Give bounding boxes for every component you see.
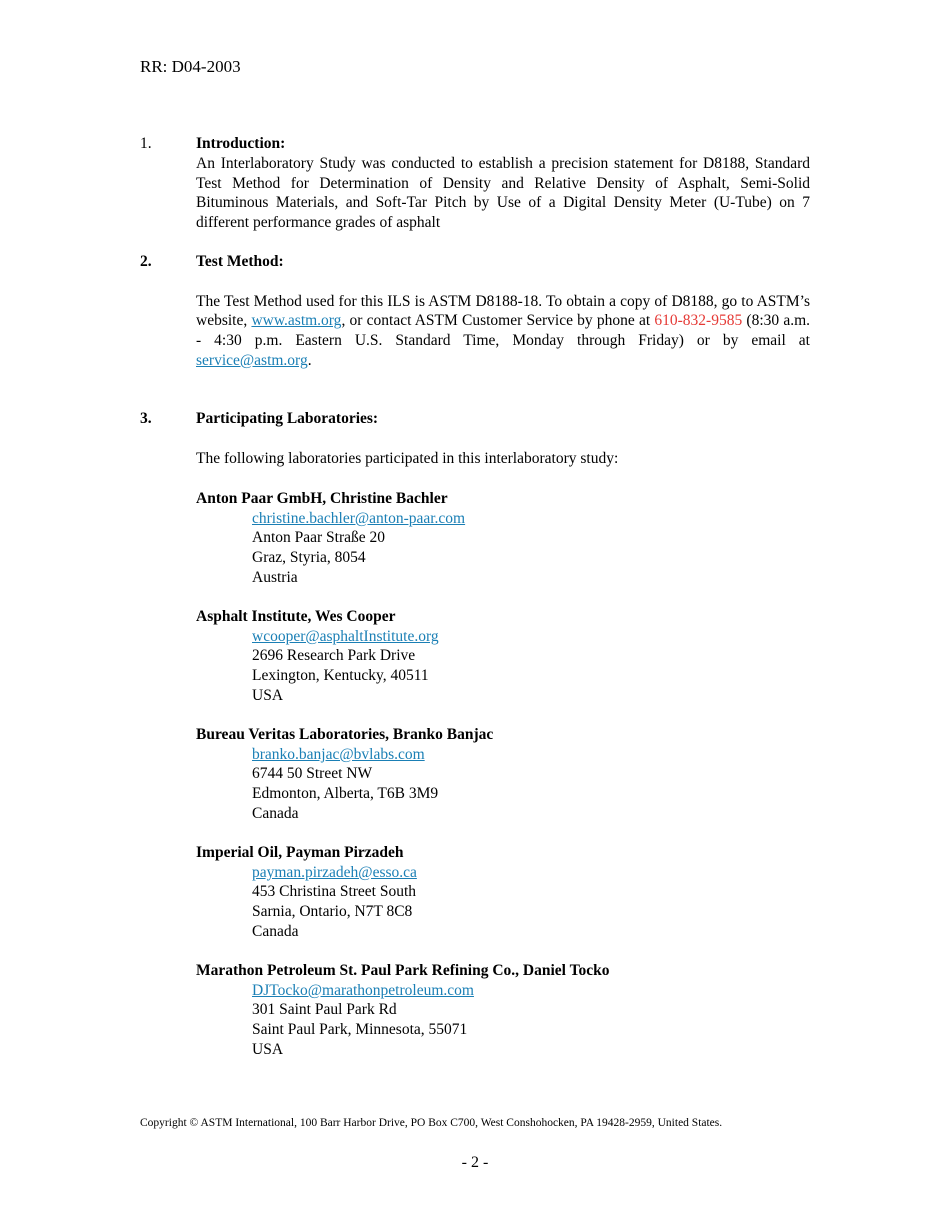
lab-address-line: 6744 50 Street NW (252, 765, 373, 783)
lab-address-line: Canada (252, 804, 299, 822)
lab-address-line: 2696 Research Park Drive (252, 647, 416, 665)
lab-entry (196, 607, 439, 706)
section-text: The Test Method used for this ILS is ASTM D8188-18. To obtain a copy of D8188, go to ASTM’s website, www.astm.org, or contact ASTM Customer Service by phone at 610-832-9585 (8:30 a.m. - 4:30 p.m. Eastern U.S. Standard Time, Monday through Friday) or by email at service@astm.org. (196, 292, 811, 369)
section-test-method (140, 252, 810, 371)
document-header: RR: D04-2003 (140, 57, 241, 76)
lab-address-line: USA (252, 686, 284, 704)
copyright-footer: Copyright © ASTM International, 100 Barr Harbor Drive, PO Box C700, West Conshohocken, PA 19428-2959, United States. (140, 1117, 723, 1129)
lab-address-line: Anton Paar Straße 20 (252, 529, 386, 547)
section-introduction (140, 134, 810, 233)
lab-address-line: Graz, Styria, 8054 (252, 549, 366, 567)
section-participating-labs (140, 409, 810, 468)
lab-address-line: 453 Christina Street South (252, 883, 417, 901)
lab-name: Imperial Oil, Payman Pirzadeh (196, 844, 404, 861)
section-heading: Participating Laboratories: (196, 410, 379, 427)
lab-address-line: Sarnia, Ontario, N7T 8C8 (252, 903, 413, 921)
lab-email-link[interactable]: DJTocko@marathonpetroleum.com (252, 981, 474, 999)
lab-address-line: USA (252, 1040, 284, 1058)
lab-entry (196, 489, 465, 588)
lab-entry (196, 961, 609, 1060)
lab-address-line: Canada (252, 922, 299, 940)
lab-name: Asphalt Institute, Wes Cooper (196, 608, 396, 625)
phone-number: 610-832-9585 (654, 312, 743, 330)
lab-entry (196, 725, 493, 824)
lab-address-line: Austria (252, 568, 298, 586)
lab-entry (196, 843, 417, 942)
lab-email-link[interactable]: payman.pirzadeh@esso.ca (252, 863, 417, 881)
lab-name: Bureau Veritas Laboratories, Branko Banjac (196, 726, 494, 743)
service-email-link[interactable]: service@astm.org (196, 351, 308, 369)
lab-email-link[interactable]: christine.bachler@anton-paar.com (252, 509, 466, 527)
lab-email-link[interactable]: wcooper@asphaltInstitute.org (252, 627, 439, 645)
section-number: 2. (140, 253, 152, 270)
lab-address-line: 301 Saint Paul Park Rd (252, 1001, 397, 1019)
section-number: 1. (140, 135, 152, 152)
lab-address-line: Lexington, Kentucky, 40511 (252, 667, 429, 685)
astm-website-link[interactable]: www.astm.org (251, 312, 342, 330)
lab-name: Marathon Petroleum St. Paul Park Refining Co., Daniel Tocko (196, 962, 610, 979)
section-heading: Introduction: (196, 135, 286, 152)
lab-email-link[interactable]: branko.banjac@bvlabs.com (252, 745, 425, 763)
lab-address-line: Edmonton, Alberta, T6B 3M9 (252, 785, 439, 803)
lab-name: Anton Paar GmbH, Christine Bachler (196, 490, 448, 507)
section-heading: Test Method: (196, 253, 284, 270)
section-text: The following laboratories participated in this interlaboratory study: (196, 449, 619, 467)
section-number: 3. (140, 410, 152, 427)
section-text: An Interlaboratory Study was conducted to establish a precision statement for D8188, Standard Test Method for Determination of Density and Relative Density of Asphalt, Semi-Solid Bituminous Materials, and Soft-Tar Pitch by Use of a Digital Density Meter (U-Tube) on 7 different performance grades of asphalt (196, 154, 810, 232)
lab-address-line: Saint Paul Park, Minnesota, 55071 (252, 1021, 468, 1039)
page-number: - 2 - (461, 1154, 489, 1171)
